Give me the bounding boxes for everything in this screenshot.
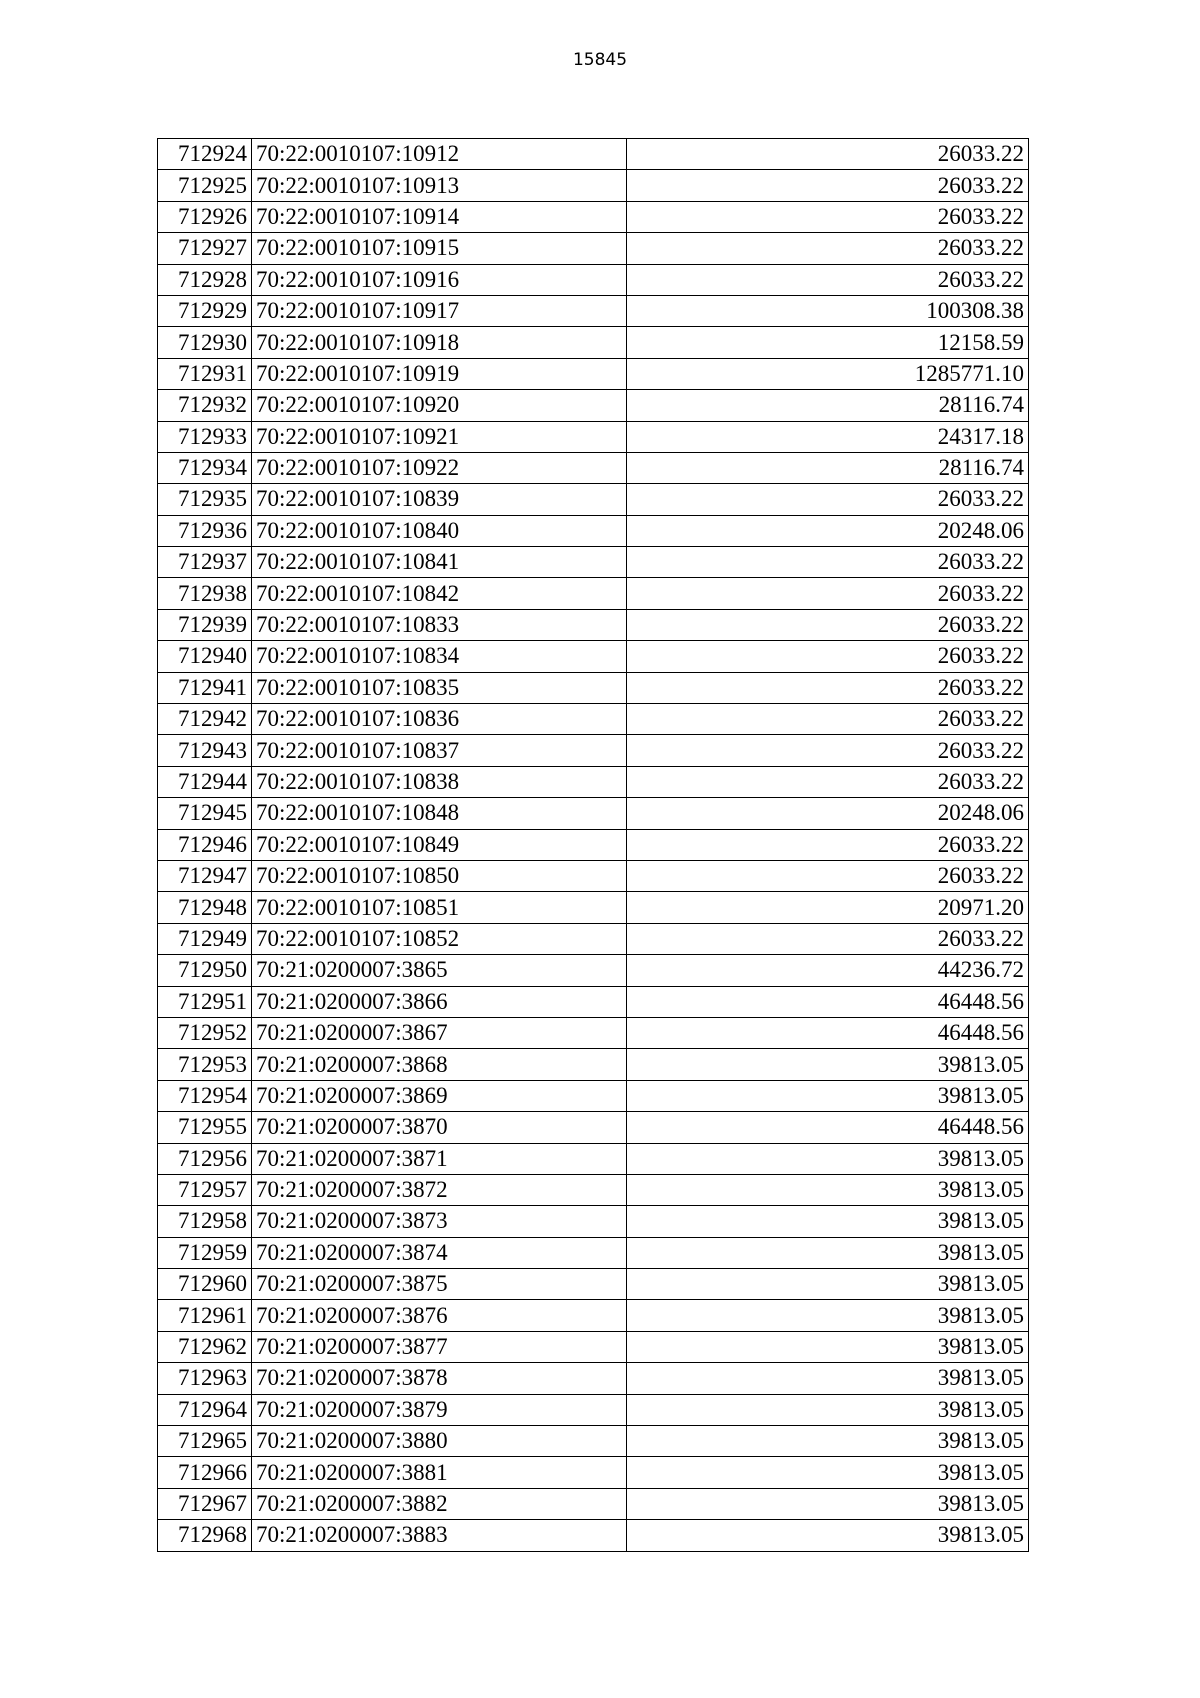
value-cell: 26033.22 — [627, 264, 1029, 295]
row-id-cell: 712960 — [158, 1269, 252, 1300]
table-row — [158, 390, 1029, 421]
table-row — [158, 923, 1029, 954]
table-row — [158, 1174, 1029, 1205]
value-cell: 26033.22 — [627, 484, 1029, 515]
row-id-cell: 712956 — [158, 1143, 252, 1174]
cadastral-number-cell: 70:22:0010107:10852 — [252, 923, 627, 954]
row-id-cell: 712958 — [158, 1206, 252, 1237]
table-row — [158, 1300, 1029, 1331]
cadastral-number-cell: 70:21:0200007:3874 — [252, 1237, 627, 1268]
cadastral-number-cell: 70:21:0200007:3881 — [252, 1457, 627, 1488]
cadastral-number-cell: 70:22:0010107:10835 — [252, 672, 627, 703]
value-cell: 20971.20 — [627, 892, 1029, 923]
value-cell: 39813.05 — [627, 1426, 1029, 1457]
cadastral-number-cell: 70:21:0200007:3878 — [252, 1363, 627, 1394]
table-row — [158, 578, 1029, 609]
row-id-cell: 712954 — [158, 1080, 252, 1111]
row-id-cell: 712964 — [158, 1394, 252, 1425]
value-cell: 26033.22 — [627, 829, 1029, 860]
row-id-cell: 712957 — [158, 1174, 252, 1205]
cadastral-number-cell: 70:22:0010107:10841 — [252, 547, 627, 578]
value-cell: 26033.22 — [627, 766, 1029, 797]
row-id-cell: 712928 — [158, 264, 252, 295]
row-id-cell: 712952 — [158, 1017, 252, 1048]
cadastral-number-cell: 70:22:0010107:10913 — [252, 170, 627, 201]
table-row — [158, 1269, 1029, 1300]
table-row — [158, 672, 1029, 703]
table-row — [158, 452, 1029, 483]
value-cell: 39813.05 — [627, 1520, 1029, 1551]
cadastral-number-cell: 70:22:0010107:10922 — [252, 452, 627, 483]
value-cell: 12158.59 — [627, 327, 1029, 358]
row-id-cell: 712926 — [158, 201, 252, 232]
table-row — [158, 1206, 1029, 1237]
cadastral-number-cell: 70:21:0200007:3877 — [252, 1331, 627, 1362]
row-id-cell: 712948 — [158, 892, 252, 923]
value-cell: 39813.05 — [627, 1331, 1029, 1362]
page-number: 15845 — [572, 50, 628, 70]
value-cell: 26033.22 — [627, 609, 1029, 640]
table-row — [158, 327, 1029, 358]
value-cell: 39813.05 — [627, 1457, 1029, 1488]
table-row — [158, 704, 1029, 735]
row-id-cell: 712938 — [158, 578, 252, 609]
row-id-cell: 712932 — [158, 390, 252, 421]
cadastral-number-cell: 70:21:0200007:3882 — [252, 1488, 627, 1519]
row-id-cell: 712961 — [158, 1300, 252, 1331]
table-row — [158, 515, 1029, 546]
table-row — [158, 955, 1029, 986]
cadastral-number-cell: 70:21:0200007:3870 — [252, 1112, 627, 1143]
cadastral-number-cell: 70:22:0010107:10836 — [252, 704, 627, 735]
row-id-cell: 712929 — [158, 295, 252, 326]
row-id-cell: 712945 — [158, 798, 252, 829]
value-cell: 39813.05 — [627, 1394, 1029, 1425]
row-id-cell: 712959 — [158, 1237, 252, 1268]
row-id-cell: 712930 — [158, 327, 252, 358]
value-cell: 46448.56 — [627, 1112, 1029, 1143]
value-cell: 100308.38 — [627, 295, 1029, 326]
table-row — [158, 201, 1029, 232]
table-row — [158, 1143, 1029, 1174]
value-cell: 26033.22 — [627, 139, 1029, 170]
cadastral-number-cell: 70:22:0010107:10921 — [252, 421, 627, 452]
table-row — [158, 1237, 1029, 1268]
row-id-cell: 712933 — [158, 421, 252, 452]
cadastral-number-cell: 70:22:0010107:10842 — [252, 578, 627, 609]
row-id-cell: 712963 — [158, 1363, 252, 1394]
cadastral-number-cell: 70:22:0010107:10848 — [252, 798, 627, 829]
value-cell: 39813.05 — [627, 1300, 1029, 1331]
value-cell: 1285771.10 — [627, 358, 1029, 389]
table-row — [158, 1363, 1029, 1394]
cadastral-number-cell: 70:22:0010107:10918 — [252, 327, 627, 358]
table-row — [158, 798, 1029, 829]
row-id-cell: 712968 — [158, 1520, 252, 1551]
table-row — [158, 1331, 1029, 1362]
row-id-cell: 712953 — [158, 1049, 252, 1080]
value-cell: 46448.56 — [627, 1017, 1029, 1048]
cadastral-number-cell: 70:22:0010107:10917 — [252, 295, 627, 326]
value-cell: 39813.05 — [627, 1488, 1029, 1519]
cadastral-number-cell: 70:22:0010107:10849 — [252, 829, 627, 860]
value-cell: 28116.74 — [627, 390, 1029, 421]
value-cell: 39813.05 — [627, 1363, 1029, 1394]
row-id-cell: 712955 — [158, 1112, 252, 1143]
cadastral-number-cell: 70:22:0010107:10915 — [252, 233, 627, 264]
table-row — [158, 766, 1029, 797]
cadastral-number-cell: 70:21:0200007:3867 — [252, 1017, 627, 1048]
table-body — [158, 139, 1029, 1552]
value-cell: 26033.22 — [627, 923, 1029, 954]
value-cell: 39813.05 — [627, 1143, 1029, 1174]
cadastral-number-cell: 70:21:0200007:3875 — [252, 1269, 627, 1300]
row-id-cell: 712924 — [158, 139, 252, 170]
cadastral-number-cell: 70:22:0010107:10920 — [252, 390, 627, 421]
cadastral-number-cell: 70:21:0200007:3872 — [252, 1174, 627, 1205]
table-row — [158, 1080, 1029, 1111]
row-id-cell: 712962 — [158, 1331, 252, 1362]
cadastral-number-cell: 70:22:0010107:10851 — [252, 892, 627, 923]
row-id-cell: 712931 — [158, 358, 252, 389]
table-row — [158, 1520, 1029, 1551]
table-row — [158, 986, 1029, 1017]
cadastral-number-cell: 70:22:0010107:10919 — [252, 358, 627, 389]
value-cell: 26033.22 — [627, 735, 1029, 766]
value-cell: 39813.05 — [627, 1269, 1029, 1300]
row-id-cell: 712946 — [158, 829, 252, 860]
cadastral-number-cell: 70:21:0200007:3866 — [252, 986, 627, 1017]
table-row — [158, 1457, 1029, 1488]
cadastral-number-cell: 70:21:0200007:3868 — [252, 1049, 627, 1080]
table-row — [158, 1049, 1029, 1080]
row-id-cell: 712951 — [158, 986, 252, 1017]
value-cell: 26033.22 — [627, 704, 1029, 735]
table-row — [158, 1017, 1029, 1048]
row-id-cell: 712935 — [158, 484, 252, 515]
value-cell: 26033.22 — [627, 170, 1029, 201]
table-row — [158, 892, 1029, 923]
cadastral-number-cell: 70:21:0200007:3869 — [252, 1080, 627, 1111]
cadastral-number-cell: 70:21:0200007:3871 — [252, 1143, 627, 1174]
row-id-cell: 712942 — [158, 704, 252, 735]
table-row — [158, 139, 1029, 170]
value-cell: 39813.05 — [627, 1174, 1029, 1205]
cadastral-number-cell: 70:22:0010107:10838 — [252, 766, 627, 797]
row-id-cell: 712925 — [158, 170, 252, 201]
value-cell: 26033.22 — [627, 860, 1029, 891]
row-id-cell: 712949 — [158, 923, 252, 954]
cadastral-number-cell: 70:21:0200007:3865 — [252, 955, 627, 986]
table-row — [158, 1426, 1029, 1457]
value-cell: 44236.72 — [627, 955, 1029, 986]
table-row — [158, 264, 1029, 295]
cadastral-number-cell: 70:22:0010107:10839 — [252, 484, 627, 515]
value-cell: 39813.05 — [627, 1206, 1029, 1237]
value-cell: 26033.22 — [627, 578, 1029, 609]
row-id-cell: 712940 — [158, 641, 252, 672]
cadastral-number-cell: 70:22:0010107:10833 — [252, 609, 627, 640]
table-row — [158, 735, 1029, 766]
value-cell: 39813.05 — [627, 1237, 1029, 1268]
row-id-cell: 712947 — [158, 860, 252, 891]
cadastral-number-cell: 70:22:0010107:10912 — [252, 139, 627, 170]
row-id-cell: 712950 — [158, 955, 252, 986]
row-id-cell: 712937 — [158, 547, 252, 578]
cadastral-number-cell: 70:22:0010107:10834 — [252, 641, 627, 672]
value-cell: 26033.22 — [627, 672, 1029, 703]
value-cell: 46448.56 — [627, 986, 1029, 1017]
row-id-cell: 712939 — [158, 609, 252, 640]
table-row — [158, 295, 1029, 326]
table-row — [158, 1488, 1029, 1519]
cadastral-number-cell: 70:22:0010107:10837 — [252, 735, 627, 766]
row-id-cell: 712966 — [158, 1457, 252, 1488]
table-row — [158, 1394, 1029, 1425]
cadastral-number-cell: 70:21:0200007:3880 — [252, 1426, 627, 1457]
data-table — [157, 138, 1029, 1552]
cadastral-number-cell: 70:21:0200007:3879 — [252, 1394, 627, 1425]
table-row — [158, 641, 1029, 672]
value-cell: 39813.05 — [627, 1080, 1029, 1111]
value-cell: 26033.22 — [627, 201, 1029, 232]
value-cell: 28116.74 — [627, 452, 1029, 483]
value-cell: 24317.18 — [627, 421, 1029, 452]
table-row — [158, 860, 1029, 891]
value-cell: 26033.22 — [627, 547, 1029, 578]
row-id-cell: 712967 — [158, 1488, 252, 1519]
table-row — [158, 547, 1029, 578]
value-cell: 26033.22 — [627, 233, 1029, 264]
table-row — [158, 358, 1029, 389]
row-id-cell: 712944 — [158, 766, 252, 797]
table-row — [158, 484, 1029, 515]
row-id-cell: 712934 — [158, 452, 252, 483]
value-cell: 20248.06 — [627, 515, 1029, 546]
value-cell: 39813.05 — [627, 1049, 1029, 1080]
table-row — [158, 609, 1029, 640]
row-id-cell: 712927 — [158, 233, 252, 264]
row-id-cell: 712965 — [158, 1426, 252, 1457]
row-id-cell: 712943 — [158, 735, 252, 766]
cadastral-number-cell: 70:22:0010107:10850 — [252, 860, 627, 891]
cadastral-number-cell: 70:21:0200007:3873 — [252, 1206, 627, 1237]
cadastral-number-cell: 70:21:0200007:3883 — [252, 1520, 627, 1551]
row-id-cell: 712936 — [158, 515, 252, 546]
cadastral-number-cell: 70:21:0200007:3876 — [252, 1300, 627, 1331]
cadastral-number-cell: 70:22:0010107:10916 — [252, 264, 627, 295]
cadastral-number-cell: 70:22:0010107:10914 — [252, 201, 627, 232]
value-cell: 20248.06 — [627, 798, 1029, 829]
value-cell: 26033.22 — [627, 641, 1029, 672]
cadastral-number-cell: 70:22:0010107:10840 — [252, 515, 627, 546]
table-row — [158, 421, 1029, 452]
table-row — [158, 170, 1029, 201]
table-row — [158, 1112, 1029, 1143]
table-row — [158, 233, 1029, 264]
row-id-cell: 712941 — [158, 672, 252, 703]
table-row — [158, 829, 1029, 860]
